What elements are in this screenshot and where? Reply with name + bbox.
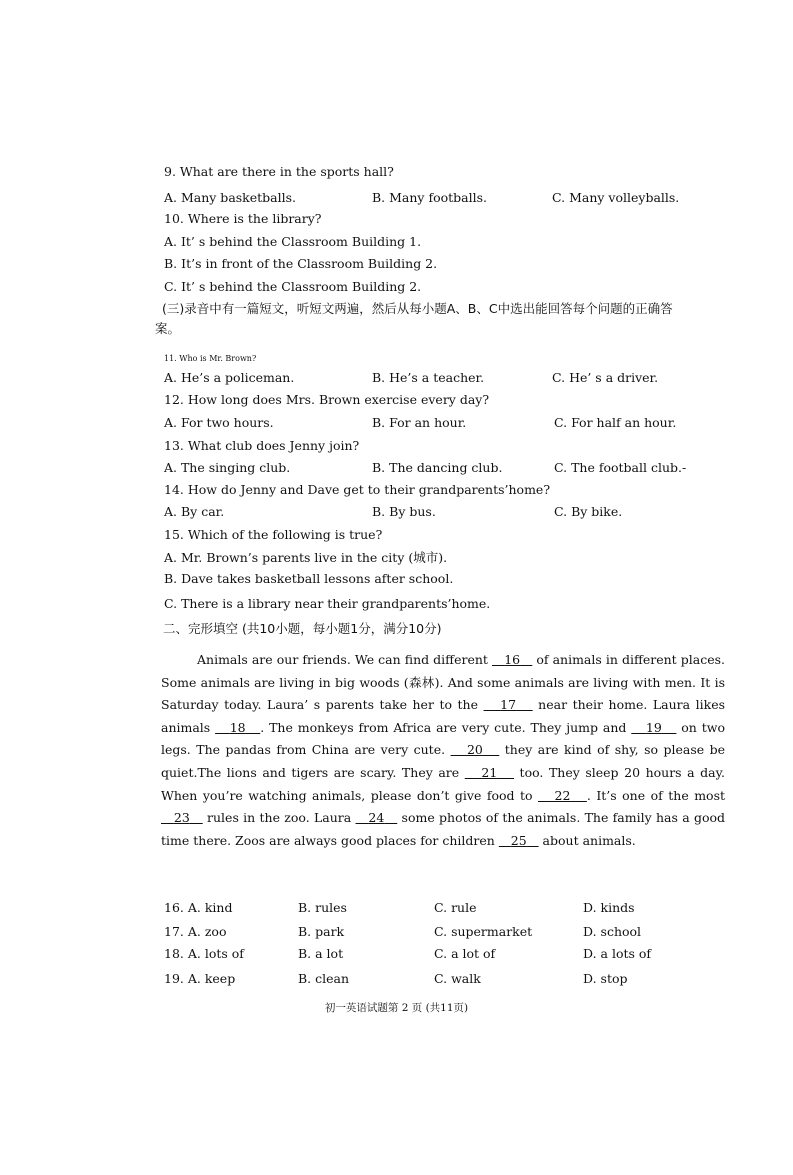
blank-number: 16 bbox=[504, 652, 521, 667]
cloze-blank-17 bbox=[484, 697, 533, 712]
question-9-option-b: B. Many footballs. bbox=[372, 190, 488, 205]
question-9-option-c: C. Many volleyballs. bbox=[552, 190, 680, 205]
passage-text: some photos of the animals. The family has a good time there. Zoos are always good places for children bbox=[161, 810, 725, 848]
cloze-blank-16 bbox=[492, 652, 532, 667]
passage-text: they are kind of shy, so please be quiet.The lions and tigers are scary. They are bbox=[161, 742, 725, 780]
question-10-stem: 10. Where is the library? bbox=[164, 211, 322, 226]
question-15-option-b: B. Dave takes basketball lessons after school. bbox=[164, 571, 454, 586]
choice-17-a: 17. A. zoo bbox=[164, 924, 227, 939]
passage-text: Animals are our friends. We can find different bbox=[197, 652, 492, 667]
question-13-stem: 13. What club does Jenny join? bbox=[164, 438, 360, 453]
passage-text: near their home. Laura likes animals bbox=[161, 697, 726, 735]
choice-19-a: 19. A. keep bbox=[164, 971, 236, 986]
passage-text: . It’s one of the most bbox=[586, 787, 726, 803]
blank-number: 23 bbox=[173, 810, 190, 826]
question-11-option-c: C. He’ s a driver. bbox=[552, 370, 659, 385]
choice-18-c: C. a lot of bbox=[434, 946, 496, 961]
question-13-option-b: B. The dancing club. bbox=[372, 460, 503, 475]
blank-number: 19 bbox=[645, 719, 662, 735]
question-11-stem: 11. Who is Mr. Brown? bbox=[164, 354, 257, 363]
choice-16-b: B. rules bbox=[298, 900, 347, 915]
blank-number: 22 bbox=[554, 787, 571, 803]
question-13-option-c: C. The football club.- bbox=[554, 460, 687, 475]
passage-text: rules in the zoo. Laura bbox=[202, 810, 356, 826]
passage-text: on two legs. The pandas from China are very cute. bbox=[161, 719, 725, 758]
blank-number: 17 bbox=[500, 697, 517, 713]
cloze-blank-23 bbox=[161, 810, 203, 825]
passage-text: about animals. bbox=[538, 832, 636, 848]
choice-18-b: B. a lot bbox=[298, 946, 344, 961]
cloze-blank-21 bbox=[465, 765, 514, 780]
page-footer: 初一英语试题第 2 页 (共11页) bbox=[324, 1002, 469, 1014]
choice-18-d: D. a lots of bbox=[583, 946, 652, 961]
part-2-heading: 二、完形填空 (共10小题，每小题1分，满分10分) bbox=[163, 621, 442, 636]
choice-16-a: 16. A. kind bbox=[164, 900, 233, 915]
question-12-option-b: B. For an hour. bbox=[372, 415, 467, 430]
passage-text: too. They sleep 20 hours a day. When you’re watching animals, please don’t give food to bbox=[161, 764, 726, 803]
choice-19-b: B. clean bbox=[298, 971, 350, 986]
cloze-blank-25 bbox=[499, 833, 539, 848]
section-3-instruction: (三)录音中有一篇短文，听短文两遍，然后从每小题A、B、C中选出能回答每个问题的正确答 bbox=[162, 301, 673, 316]
question-9-stem: 9. What are there in the sports hall? bbox=[164, 164, 394, 179]
question-15-stem: 15. Which of the following is true? bbox=[164, 527, 383, 542]
choice-16-c: C. rule bbox=[434, 900, 477, 915]
question-11-option-b: B. He’s a teacher. bbox=[372, 370, 485, 385]
question-12-option-a: A. For two hours. bbox=[164, 415, 274, 430]
question-10-option-c: C. It’ s behind the Classroom Building 2. bbox=[164, 279, 422, 294]
choice-18-a: 18. A. lots of bbox=[164, 946, 244, 961]
question-10-option-b: B. It’s in front of the Classroom Building 2. bbox=[164, 256, 438, 271]
choice-17-d: D. school bbox=[583, 924, 642, 939]
blank-number: 18 bbox=[229, 719, 246, 735]
question-9-option-a: A. Many basketballs. bbox=[164, 190, 297, 205]
question-10-option-a: A. It’ s behind the Classroom Building 1. bbox=[164, 234, 422, 249]
cloze-blank-24 bbox=[356, 810, 398, 825]
question-13-option-a: A. The singing club. bbox=[164, 460, 291, 475]
blank-number: 24 bbox=[368, 810, 385, 826]
question-12-stem: 12. How long does Mrs. Brown exercise every day? bbox=[164, 392, 490, 407]
question-15-option-a: A. Mr. Brown’s parents live in the city (城市). bbox=[164, 550, 448, 565]
blank-number: 25 bbox=[510, 832, 527, 848]
cloze-blank-19 bbox=[631, 720, 676, 735]
choice-16-d: D. kinds bbox=[583, 900, 635, 915]
blank-number: 21 bbox=[481, 764, 498, 780]
blank-number: 20 bbox=[466, 742, 483, 758]
passage-text: . The monkeys from Africa are very cute. They jump and bbox=[260, 719, 632, 735]
choice-17-b: B. park bbox=[298, 924, 345, 939]
cloze-passage bbox=[161, 649, 725, 852]
cloze-blank-22 bbox=[538, 788, 587, 803]
question-14-option-b: B. By bus. bbox=[372, 504, 436, 519]
question-14-option-a: A. By car. bbox=[164, 504, 225, 519]
passage-text: of animals in different places. Some animals are living in big woods (森林). And some animals are living with men. It is Saturday today. Laura’ s parents take her to the bbox=[161, 652, 726, 713]
question-15-option-c: C. There is a library near their grandparents’home. bbox=[164, 596, 491, 611]
section-3-instruction-cont: 案。 bbox=[155, 321, 181, 336]
question-12-option-c: C. For half an hour. bbox=[554, 415, 677, 430]
question-11-option-a: A. He’s a policeman. bbox=[164, 370, 295, 385]
choice-19-c: C. walk bbox=[434, 971, 481, 986]
choice-17-c: C. supermarket bbox=[434, 924, 533, 939]
question-14-option-c: C. By bike. bbox=[554, 504, 623, 519]
choice-19-d: D. stop bbox=[583, 971, 628, 986]
cloze-blank-20 bbox=[451, 742, 500, 757]
cloze-blank-18 bbox=[215, 720, 260, 735]
question-14-stem: 14. How do Jenny and Dave get to their grandparents’home? bbox=[164, 482, 551, 497]
